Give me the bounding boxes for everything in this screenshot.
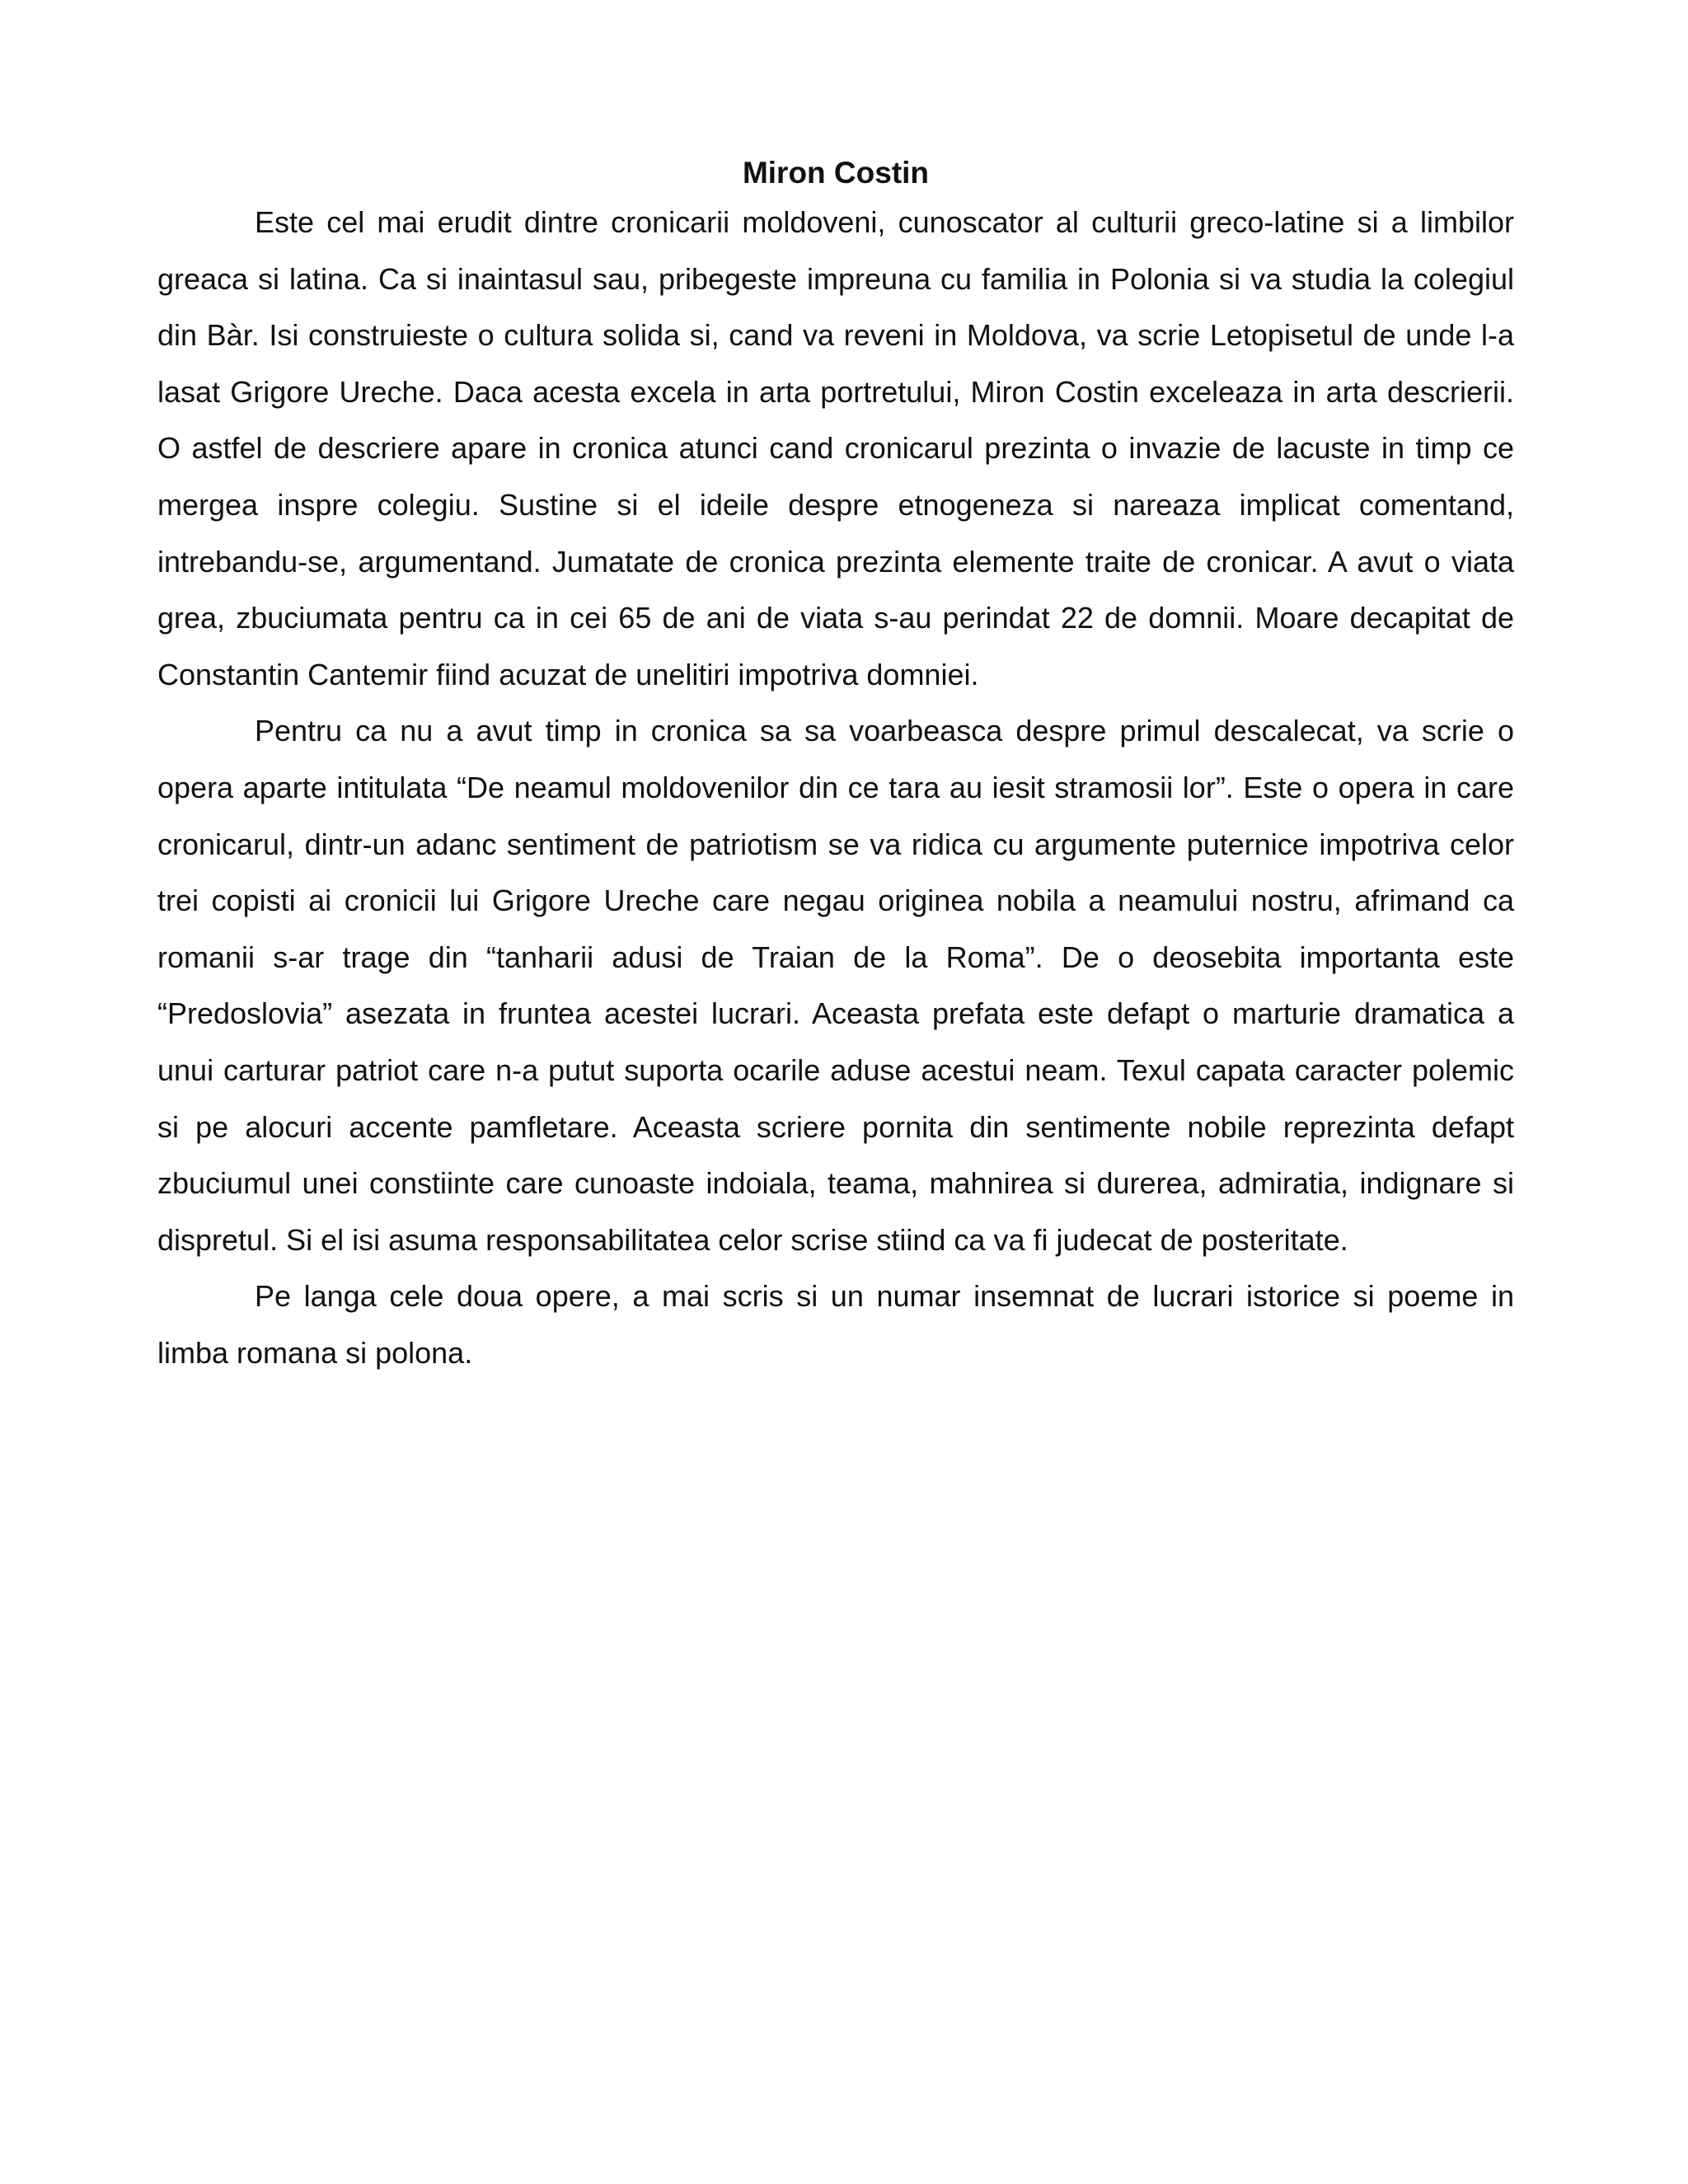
page-title: Miron Costin: [742, 156, 930, 190]
paragraph-2: Pentru ca nu a avut timp in cronica sa sa voarbeasca despre primul descalecat, va scrie o opera aparte intitulata “De neamul moldovenilor din ce tara au iesit stramosii lor”. Este o opera in care cronicarul, dintr-un adanc sentiment de patriotism se va ridica cu argumente puternice impotriva celor trei copisti ai cronicii lui Grigore Ureche care negau originea nobila a neamului nostru, afrimand ca romanii s-ar trage din “tanharii adusi de Traian de la Roma”. De o deosebita importanta este “Predoslovia” asezata in fruntea acestei lucrari. Aceasta prefata este defapt o marturie dramatica a unui carturar patriot care n-a putut suporta ocarile aduse acestui neam. Texul capata caracter polemic si pe alocuri accente pamfletare. Aceasta scriere pornita din sentimente nobile reprezinta defapt zbuciumul unei constiinte care cunoaste indoiala, teama, mahnirea si durerea, admiratia, indignare si dispretul. Si el isi asuma responsabilitatea celor scrise stiind ca va fi judecat de posteritate.: [157, 714, 1514, 1257]
paragraph-1: Este cel mai erudit dintre cronicarii moldoveni, cunoscator al culturii greco-latine si a limbilor greaca si latina. Ca si inaintasul sau, pribegeste impreuna cu familia in Polonia si va studia la colegiul din Bàr. Isi construieste o cultura solida si, cand va reveni in Moldova, va scrie Letopisetul de unde l-a lasat Grigore Ureche. Daca acesta excela in arta portretului, Miron Costin exceleaza in arta descrierii. O astfel de descriere apare in cronica atunci cand cronicarul prezinta o invazie de lacuste in timp ce mergea inspre colegiu. Sustine si el ideile despre etnogeneza si nareaza implicat comentand, intrebandu-se, argumentand. Jumatate de cronica prezinta elemente traite de cronicar. A avut o viata grea, zbuciumata pentru ca in cei 65 de ani de viata s-au perindat 22 de domnii. Moare decapitat de Constantin Cantemir fiind acuzat de unelitiri impotriva domniei.: [157, 205, 1514, 691]
paragraph-3: Pe langa cele doua opere, a mai scris si un numar insemnat de lucrari istorice si poeme in limba romana si polona.: [157, 1279, 1514, 1370]
document-body: [157, 152, 1514, 1381]
